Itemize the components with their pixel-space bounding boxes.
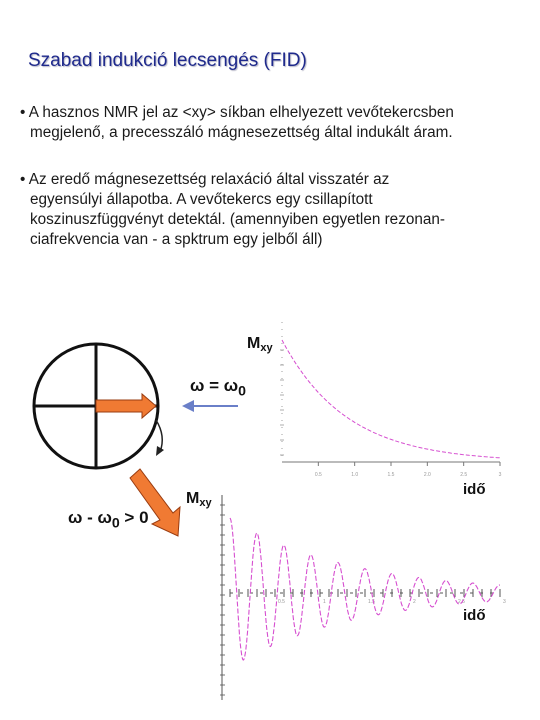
fid-x-tick-label: 0.5	[278, 599, 285, 605]
rotating-frame-diagram	[34, 344, 158, 468]
arrow-left-icon	[182, 400, 238, 412]
fid-x-tick-label: 1	[323, 599, 326, 605]
decay-curve	[282, 340, 500, 458]
decay-x-tick-label: 3	[498, 472, 502, 478]
decay-x-tick-label: 2.0	[423, 472, 431, 478]
bullet-line: megjelenő, a precesszáló mágnesezettség által indukált áram.	[30, 124, 453, 141]
decay-chart	[280, 322, 502, 478]
off-resonance-condition: $\omega - \omega_0 > 0$	[68, 508, 149, 532]
time-label-top: idő	[463, 481, 486, 498]
time-label-bottom: idő	[463, 607, 486, 624]
decay-x-tick-label: 1.0	[351, 472, 359, 478]
decay-x-tick-label: 0.5	[314, 472, 322, 478]
decay-x-tick-label: 2.5	[460, 472, 468, 478]
bullet-line: ciafrekvencia van - a spktrum egy jelből áll)	[30, 231, 323, 248]
fid-x-tick-label: 2.5	[458, 599, 465, 605]
page-title: Szabad indukció lecsengés (FID)	[28, 50, 307, 71]
mxy-label-top: $M_{xy}$	[247, 335, 273, 354]
bullet-line: • Az eredő mágnesezettség relaxáció által visszatér az	[20, 171, 390, 188]
rotation-arrow-icon	[156, 420, 164, 456]
decay-x-tick-label: 1.5	[387, 472, 395, 478]
fid-x-tick-label: 3	[503, 599, 506, 605]
bullet-line: koszinuszfüggvényt detektál. (amennyiben egyetlen rezonan-	[30, 211, 445, 228]
bullet-line: egyensúlyi állapotba. A vevőtekercs egy csillapított	[30, 191, 373, 208]
fid-x-tick-label: 1.5	[368, 599, 375, 605]
bullet-line: • A hasznos NMR jel az <xy> síkban elhelyezett vevőtekercsben	[20, 104, 454, 121]
fid-chart	[220, 495, 506, 700]
magnetization-arrow	[96, 394, 156, 418]
mxy-label-bottom: $M_{xy}$	[186, 490, 212, 509]
fid-x-tick-label: 2	[413, 599, 416, 605]
resonance-condition: $\omega = \omega_0$	[190, 376, 246, 400]
